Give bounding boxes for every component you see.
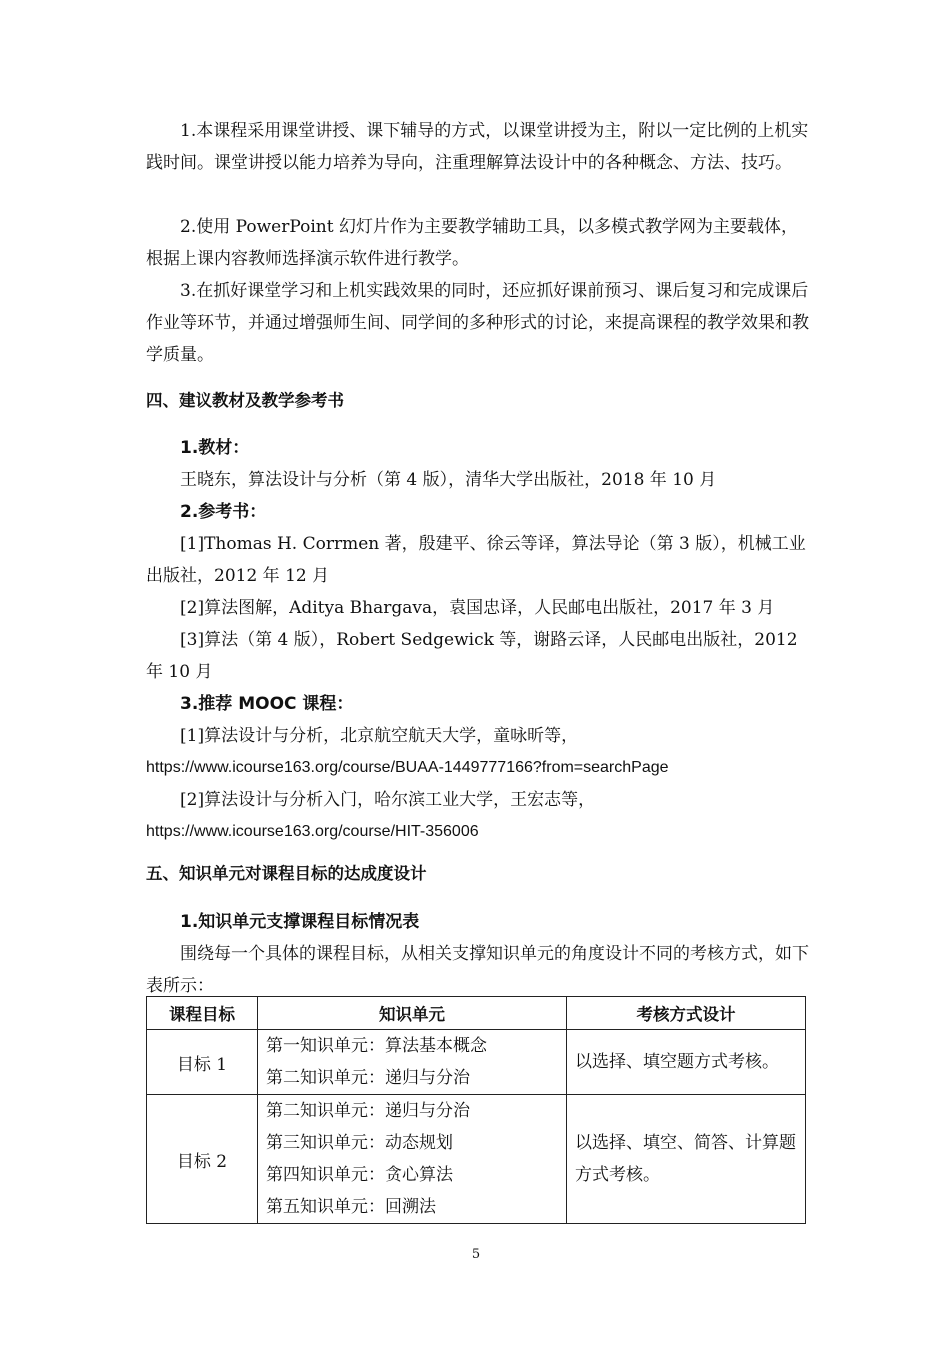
table-caption: 1.知识单元支撑课程目标情况表 bbox=[180, 912, 420, 932]
mooc-label: 3.推荐 MOOC 课程： bbox=[180, 694, 354, 714]
table-row bbox=[147, 1030, 806, 1095]
unit-item: 第四知识单元：贪心算法 bbox=[266, 1165, 453, 1185]
goal-cell: 目标 2 bbox=[147, 1095, 258, 1224]
unit-item: 第三知识单元：动态规划 bbox=[266, 1133, 453, 1153]
page-number: 5 bbox=[471, 1247, 481, 1262]
method-paragraph-3: 3.在抓好课堂学习和上机实践效果的同时，还应抓好课前预习、课后复习和完成课后作业等环节，并通过增强师生间、同学间的多种形式的讨论，来提高课程的教学效果和教学质量。 bbox=[146, 281, 809, 365]
mooc-2-text: [2]算法设计与分析入门，哈尔滨工业大学，王宏志等， bbox=[180, 790, 596, 810]
header-goal: 课程目标 bbox=[147, 997, 258, 1030]
table-row bbox=[147, 1095, 806, 1224]
mooc-1-text: [1]算法设计与分析，北京航空航天大学，童咏昕等， bbox=[180, 726, 579, 746]
reference-3: [3]算法（第 4 版），Robert Sedgewick 等，谢路云译，人民邮电出版社，2012 年 10 月 bbox=[146, 630, 798, 682]
knowledge-unit-table bbox=[146, 996, 806, 1224]
reference-1: [1]Thomas H. Corrmen 著，殷建平、徐云等译，算法导论（第 3 版），机械工业出版社，2012 年 12 月 bbox=[146, 534, 806, 586]
header-units: 知识单元 bbox=[258, 997, 567, 1030]
section-4-heading: 四、建议教材及教学参考书 bbox=[146, 391, 344, 410]
method-paragraph-1: 1.本课程采用课堂讲授、课下辅导的方式，以课堂讲授为主，附以一定比例的上机实践时间。课堂讲授以能力培养为导向，注重理解算法设计中的各种概念、方法、技巧。 bbox=[146, 121, 809, 173]
textbook-entry: 王晓东，算法设计与分析（第 4 版），清华大学出版社，2018 年 10 月 bbox=[180, 470, 717, 490]
units-cell bbox=[258, 1095, 567, 1224]
textbook-label: 1.教材： bbox=[180, 438, 250, 458]
assessment-cell: 以选择、填空题方式考核。 bbox=[567, 1030, 806, 1095]
units-cell bbox=[258, 1030, 567, 1095]
table-header-row bbox=[147, 997, 806, 1030]
unit-item: 第二知识单元：递归与分治 bbox=[266, 1068, 470, 1088]
unit-item: 第五知识单元：回溯法 bbox=[266, 1197, 436, 1217]
assessment-cell: 以选择、填空、简答、计算题方式考核。 bbox=[567, 1095, 806, 1224]
table-intro: 围绕每一个具体的课程目标，从相关支撑知识单元的角度设计不同的考核方式，如下表所示： bbox=[146, 944, 809, 996]
unit-item: 第二知识单元：递归与分治 bbox=[266, 1101, 470, 1121]
goal-cell: 目标 1 bbox=[147, 1030, 258, 1095]
method-paragraph-2: 2.使用 PowerPoint 幻灯片作为主要教学辅助工具，以多模式教学网为主要载体，根据上课内容教师选择演示软件进行教学。 bbox=[146, 217, 798, 269]
section-5-heading: 五、知识单元对课程目标的达成度设计 bbox=[146, 864, 427, 883]
reference-2: [2]算法图解，Aditya Bhargava，袁国忠译，人民邮电出版社，2017 年 3 月 bbox=[180, 598, 775, 618]
header-assessment: 考核方式设计 bbox=[567, 997, 806, 1030]
mooc-2-url[interactable]: https://www.icourse163.org/course/HIT-356006 bbox=[146, 823, 479, 840]
references-label: 2.参考书： bbox=[180, 502, 267, 522]
mooc-1-url[interactable]: https://www.icourse163.org/course/BUAA-1449777166?from=searchPage bbox=[146, 759, 669, 776]
unit-item: 第一知识单元：算法基本概念 bbox=[266, 1036, 487, 1056]
